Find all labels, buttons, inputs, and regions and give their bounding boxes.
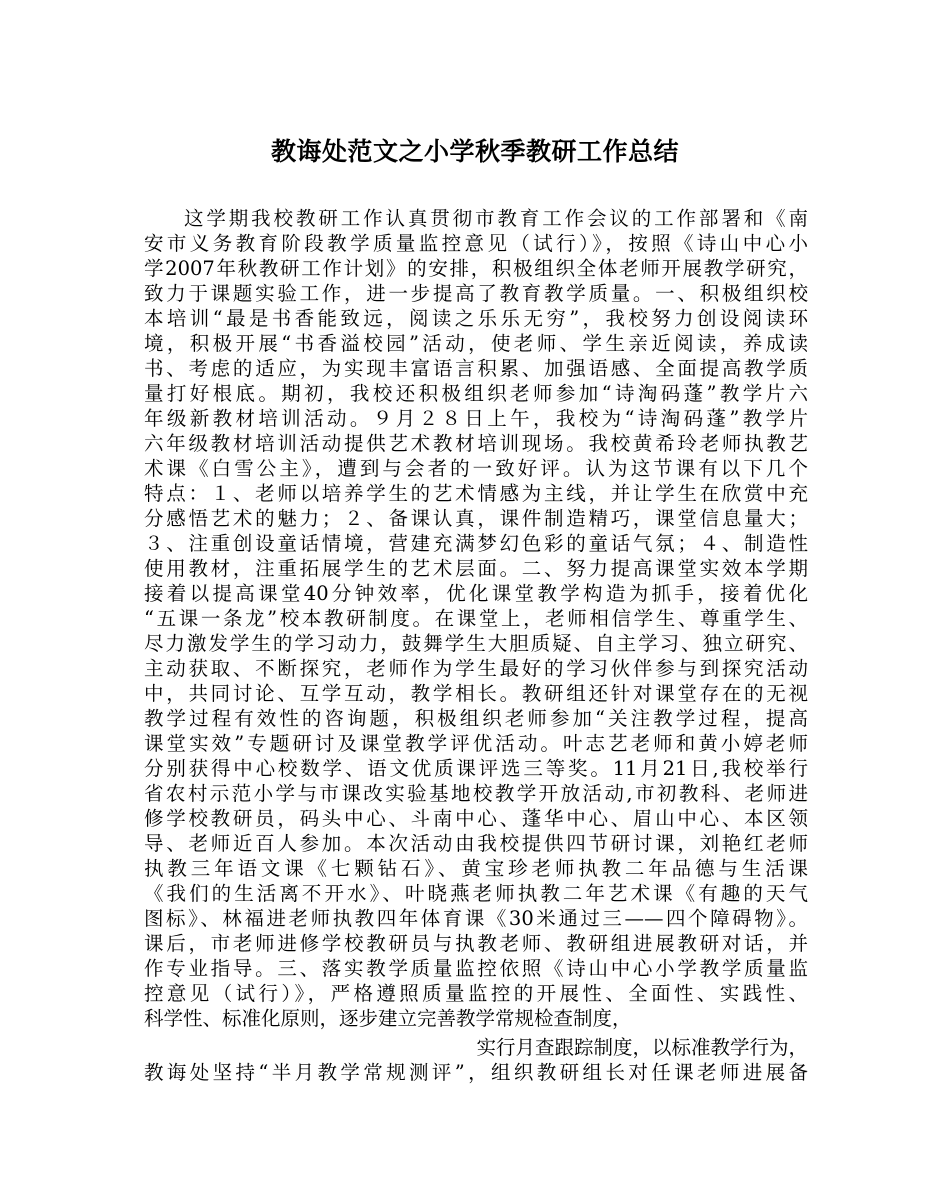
paragraph-line: 尽力激发学生的学习动力，鼓舞学生大胆质疑、自主学习、独立研究、	[144, 632, 808, 655]
paragraph-line: 致力于课题实验工作，进一步提高了教育教学质量。一、积极组织校	[144, 282, 808, 305]
paragraph-line: 课堂实效”专题研讨及课堂教学评优活动。叶志艺老师和黄小婷老师	[144, 732, 808, 755]
paragraph-line: 年级新教材培训活动。９月２８日上午，我校为“诗淘码蓬”教学片	[144, 407, 808, 430]
paragraph-line: 分别获得中心校数学、语文优质课评选三等奖。11月21日,我校举行	[144, 757, 808, 780]
paragraph-line: 本培训“最是书香能致远，阅读之乐乐无穷”，我校努力创设阅读环	[144, 307, 808, 330]
paragraph-line: 图标》、林福进老师执教四年体育课《30米通过三——四个障碍物》。	[144, 907, 808, 930]
paragraph-line: 术课《白雪公主》，遭到与会者的一致好评。认为这节课有以下几个	[144, 457, 808, 480]
paragraph-line: 中，共同讨论、互学互动，教学相长。教研组还针对课堂存在的无视	[144, 682, 808, 705]
paragraph-line: 省农村示范小学与市课改实验基地校教学开放活动,市初教科、老师进	[144, 782, 808, 805]
paragraph-line: 修学校教研员，码头中心、斗南中心、蓬华中心、眉山中心、本区领	[144, 807, 808, 830]
paragraph-line: 导、老师近百人参加。本次活动由我校提供四节研讨课，刘艳红老师	[144, 832, 808, 855]
continuation-line: 实行月查跟踪制度，以标准教学行为，	[476, 1036, 808, 1059]
paragraph-line: 执教三年语文课《七颗钻石》、黄宝珍老师执教二年品德与生活课	[144, 857, 808, 880]
paragraph-line: 接着以提高课堂40分钟效率，优化课堂教学构造为抓手，接着优化	[144, 582, 808, 605]
paragraph-line: 这学期我校教研工作认真贯彻市教育工作会议的工作部署和《南	[184, 207, 808, 230]
document-title: 教诲处范文之小学秋季教研工作总结	[270, 137, 679, 166]
paragraph-line: “五课一条龙”校本教研制度。在课堂上，老师相信学生、尊重学生、	[144, 607, 808, 630]
paragraph-line: 控意见（试行）》，严格遵照质量监控的开展性、全面性、实践性、	[144, 982, 808, 1005]
paragraph-line: 安市义务教育阶段教学质量监控意见（试行）》，按照《诗山中心小	[144, 232, 808, 255]
paragraph-line: 《我们的生活离不开水》、叶晓燕老师执教二年艺术课《有趣的天气	[144, 882, 808, 905]
paragraph-line: 作专业指导。三、落实教学质量监控依照《诗山中心小学教学质量监	[144, 957, 808, 980]
paragraph-line: 主动获取、不断探究，老师作为学生最好的学习伙伴参与到探究活动	[144, 657, 808, 680]
document-body	[144, 206, 808, 1085]
paragraph-line: 特点：１、老师以培养学生的艺术情感为主线，并让学生在欣赏中充	[144, 482, 808, 505]
paragraph-line: 教学过程有效性的咨询题，积极组织老师参加“关注教学过程，提高	[144, 707, 808, 730]
paragraph-line: 量打好根底。期初，我校还积极组织老师参加“诗淘码蓬”教学片六	[144, 382, 808, 405]
paragraph-line: 课后，市老师进修学校教研员与执教老师、教研组进展教研对话，并	[144, 932, 808, 955]
paragraph-line: 境，积极开展“书香溢校园”活动，使老师、学生亲近阅读，养成读	[144, 332, 808, 355]
continuation-line: 教诲处坚持“半月教学常规测评”，组织教研组长对任课老师进展备	[144, 1061, 808, 1084]
paragraph-line: 学2007年秋教研工作计划》的安排，积极组织全体老师开展教学研究，	[144, 257, 808, 280]
paragraph-line: 科学性、标准化原则，逐步建立完善教学常规检查制度，	[144, 1007, 632, 1030]
paragraph-line: ３、注重创设童话情境，营建充满梦幻色彩的童话气氛；４、制造性	[144, 532, 808, 555]
paragraph-line: 使用教材，注重拓展学生的艺术层面。二、努力提高课堂实效本学期	[144, 557, 808, 580]
paragraph-line: 书、考虑的适应，为实现丰富语言积累、加强语感、全面提高教学质	[144, 357, 808, 380]
paragraph-line: 分感悟艺术的魅力；２、备课认真，课件制造精巧，课堂信息量大；	[144, 507, 808, 530]
paragraph-line: 六年级教材培训活动提供艺术教材培训现场。我校黄希玲老师执教艺	[144, 432, 808, 455]
